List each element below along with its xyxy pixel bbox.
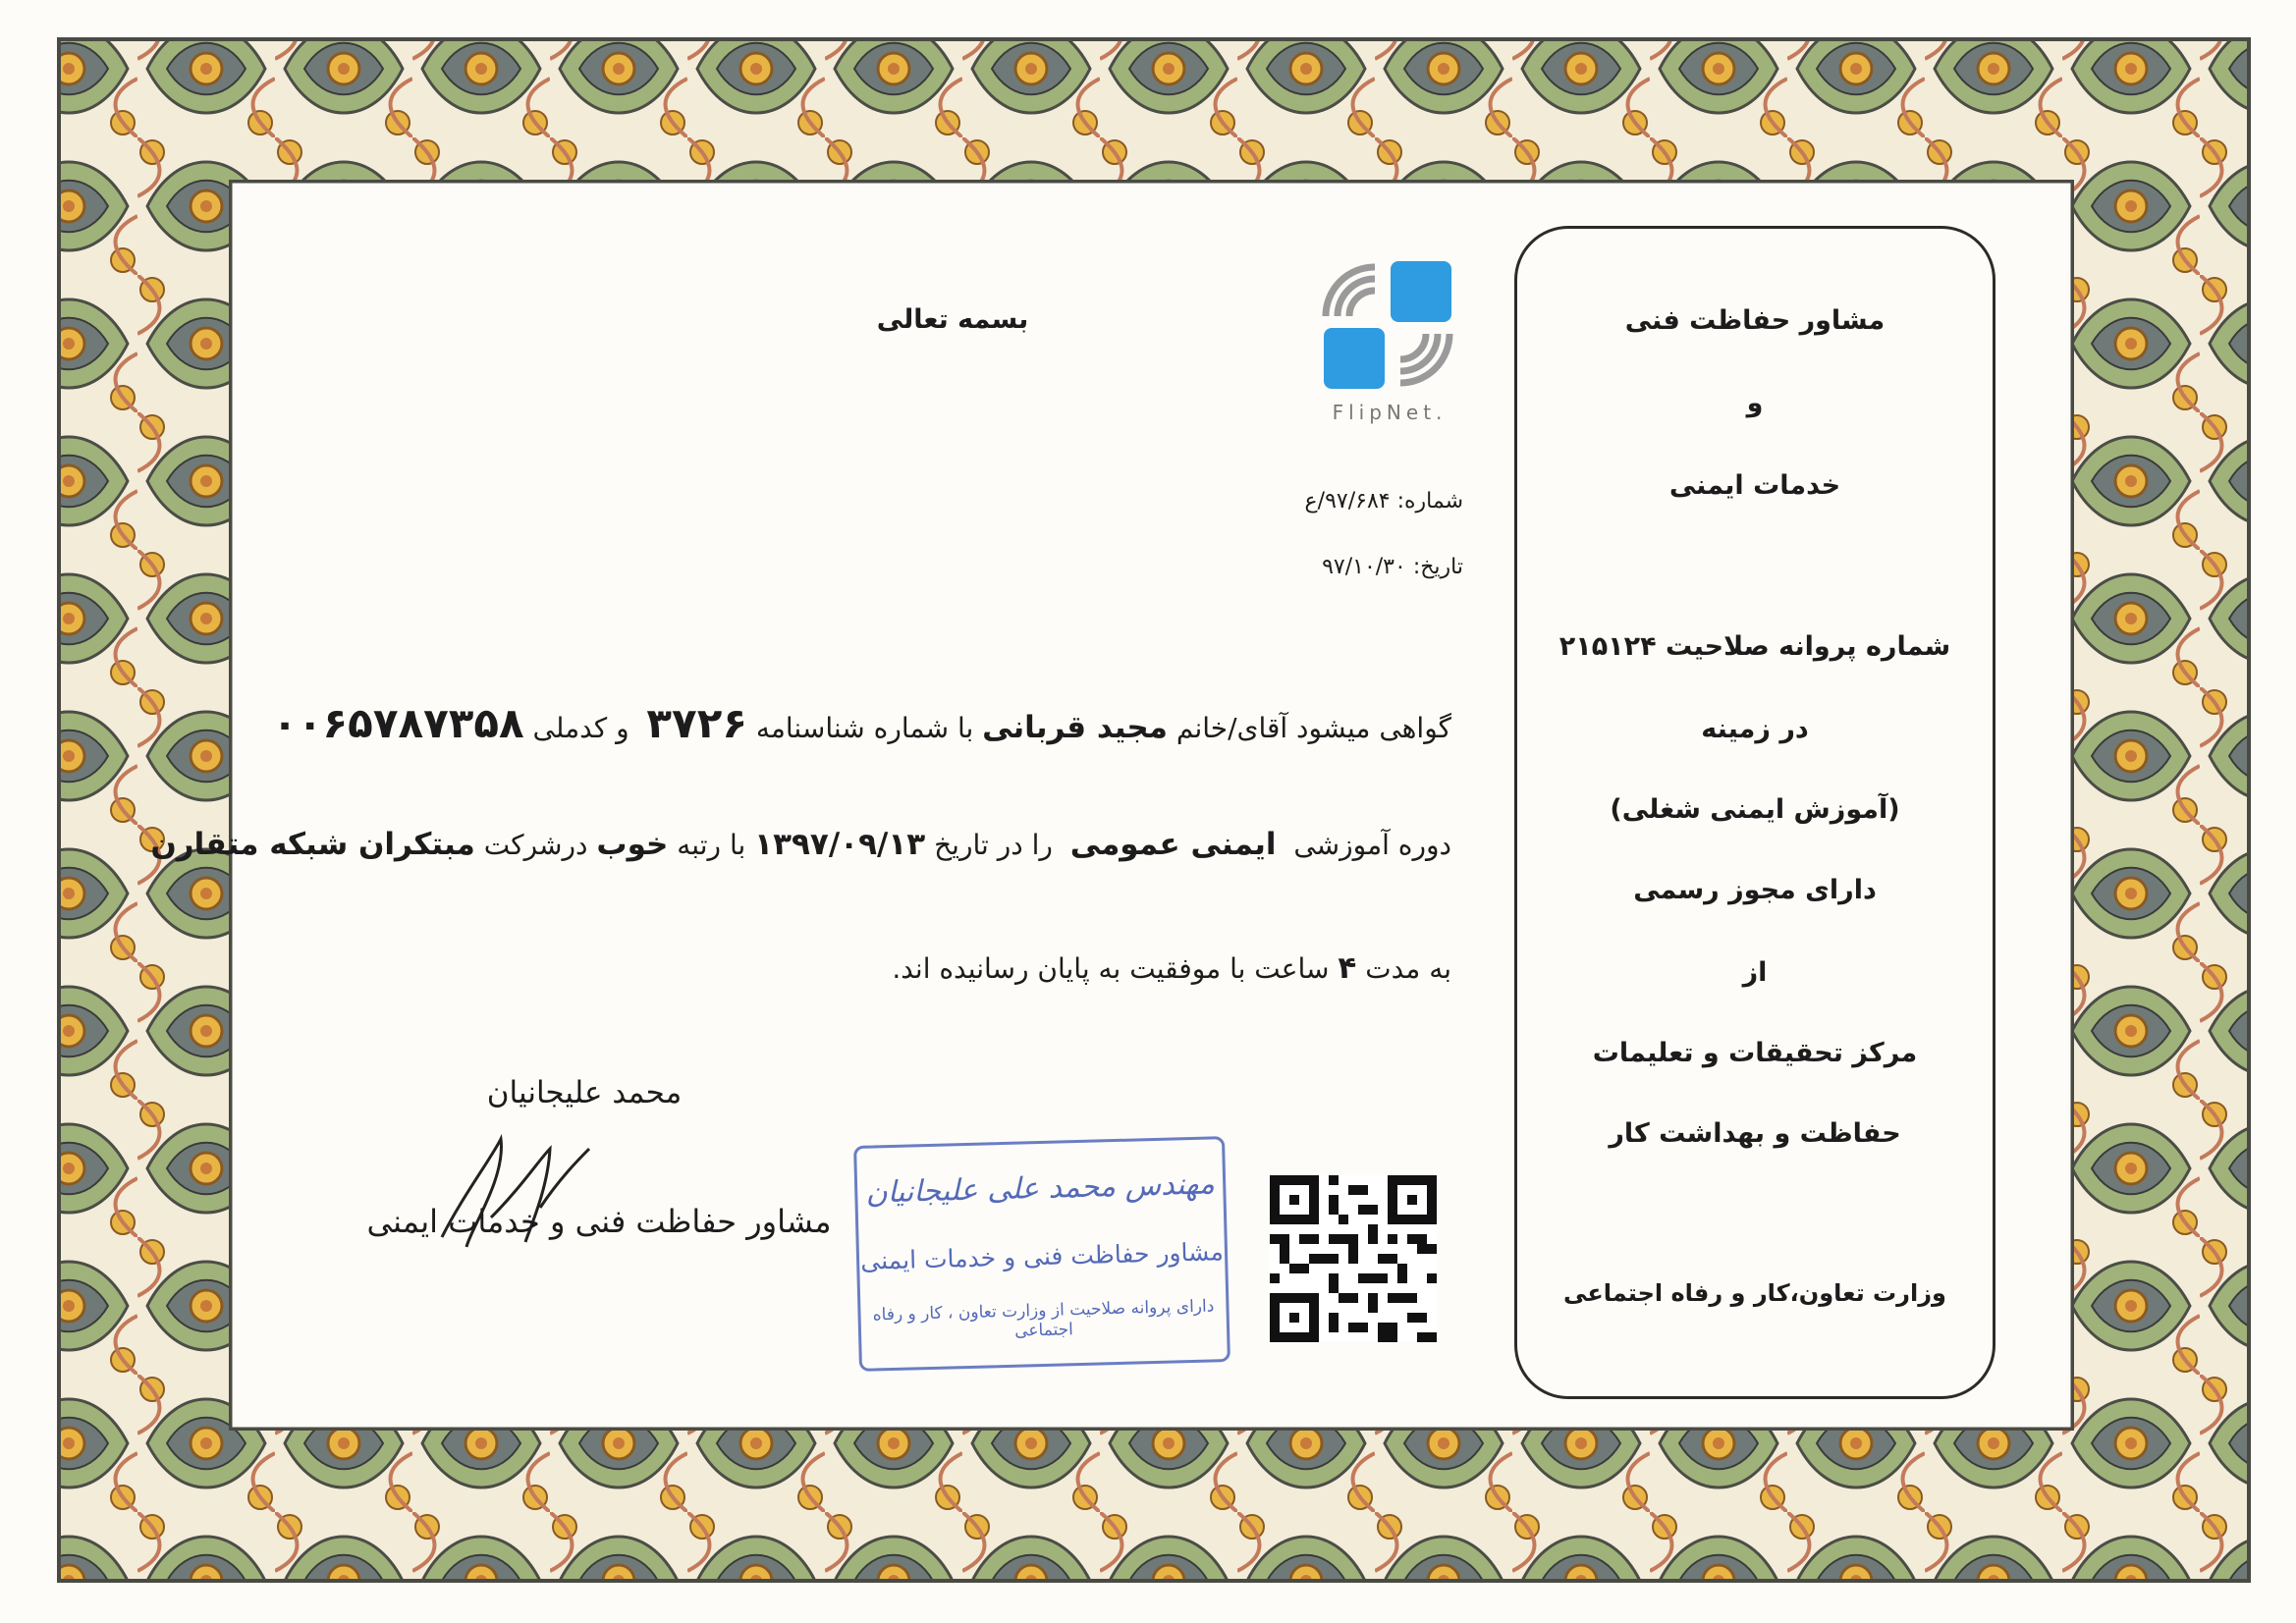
company: مبتکران شبکه متقارن xyxy=(150,827,475,862)
signer-name: محمد علیجانیان xyxy=(486,1075,683,1110)
number-label: شماره: xyxy=(1396,489,1463,514)
date-label: تاریخ: xyxy=(1412,555,1463,579)
stamp-line-3: دارای پروانه صلاحیت از وزارت تعاون ، کار و رفاه اجتماعی xyxy=(872,1296,1215,1341)
panel-authorized: دارای مجوز رسمی xyxy=(1633,875,1877,905)
panel-from: از xyxy=(1742,957,1768,988)
logo-icon xyxy=(1316,257,1463,395)
flipnet-logo xyxy=(1316,257,1463,424)
panel-subtitle: خدمات ایمنی xyxy=(1668,470,1841,501)
body-line-2: دوره آموزشی ایمنی عمومی را در تاریخ ۱۳۹۷/۰۹/۱۳ با رتبه خوب درشرکت مبتکران شبکه متقارن xyxy=(150,827,1451,862)
letter-number xyxy=(1305,489,1463,514)
body-line-3: به مدت ۴ ساعت با موفقیت به پایان رسانیده اند. xyxy=(892,950,1451,986)
panel-center-2: حفاظت و بهداشت کار xyxy=(1609,1118,1901,1149)
national-code: ۰۰۶۵۷۸۷۳۵۸ xyxy=(272,699,524,747)
number-value: ۹۷/۶۸۴/ع xyxy=(1304,489,1391,514)
qr-code xyxy=(1270,1175,1437,1342)
panel-field: (آموزش ایمنی شغلی) xyxy=(1610,794,1900,825)
panel-license-number: شماره پروانه صلاحیت ۲۱۵۱۲۴ xyxy=(1558,631,1951,662)
course-date: ۱۳۹۷/۰۹/۱۳ xyxy=(754,827,926,862)
panel-field-label: در زمینه xyxy=(1701,714,1809,744)
panel-ministry: وزارت تعاون،کار و رفاه اجتماعی xyxy=(1563,1279,1946,1307)
stamp-line-2: مشاور حفاظت فنی و خدمات ایمنی xyxy=(859,1237,1225,1275)
logo-text: FlipNet. xyxy=(1332,401,1448,424)
letter-date xyxy=(1322,555,1463,579)
official-stamp xyxy=(853,1136,1230,1372)
grade: خوب xyxy=(596,827,669,862)
panel-title: مشاور حفاظت فنی xyxy=(1624,305,1886,336)
stamp-line-1: مهندس محمد علی علیجانیان xyxy=(865,1166,1216,1211)
id-number: ۳۷۲۶ xyxy=(646,699,747,747)
date-value: ۹۷/۱۰/۳۰ xyxy=(1322,555,1406,579)
recipient-name: مجید قربانی xyxy=(982,710,1168,745)
invocation: بسمه تعالی xyxy=(876,304,1029,335)
panel-center: مرکز تحقیقات و تعلیمات xyxy=(1592,1038,1918,1068)
license-panel xyxy=(1514,226,1995,1399)
course-name: ایمنی عمومی xyxy=(1069,827,1277,862)
body-line-1: گواهی میشود آقای/خانم مجید قربانی با شماره شناسنامه ۳۷۲۶ و کدملی ۰۰۶۵۷۸۷۳۵۸ xyxy=(272,699,1451,747)
hours: ۴ xyxy=(1338,950,1357,986)
signer-title: مشاور حفاظت فنی و خدمات ایمنی xyxy=(366,1203,832,1240)
panel-and: و xyxy=(1746,388,1764,418)
